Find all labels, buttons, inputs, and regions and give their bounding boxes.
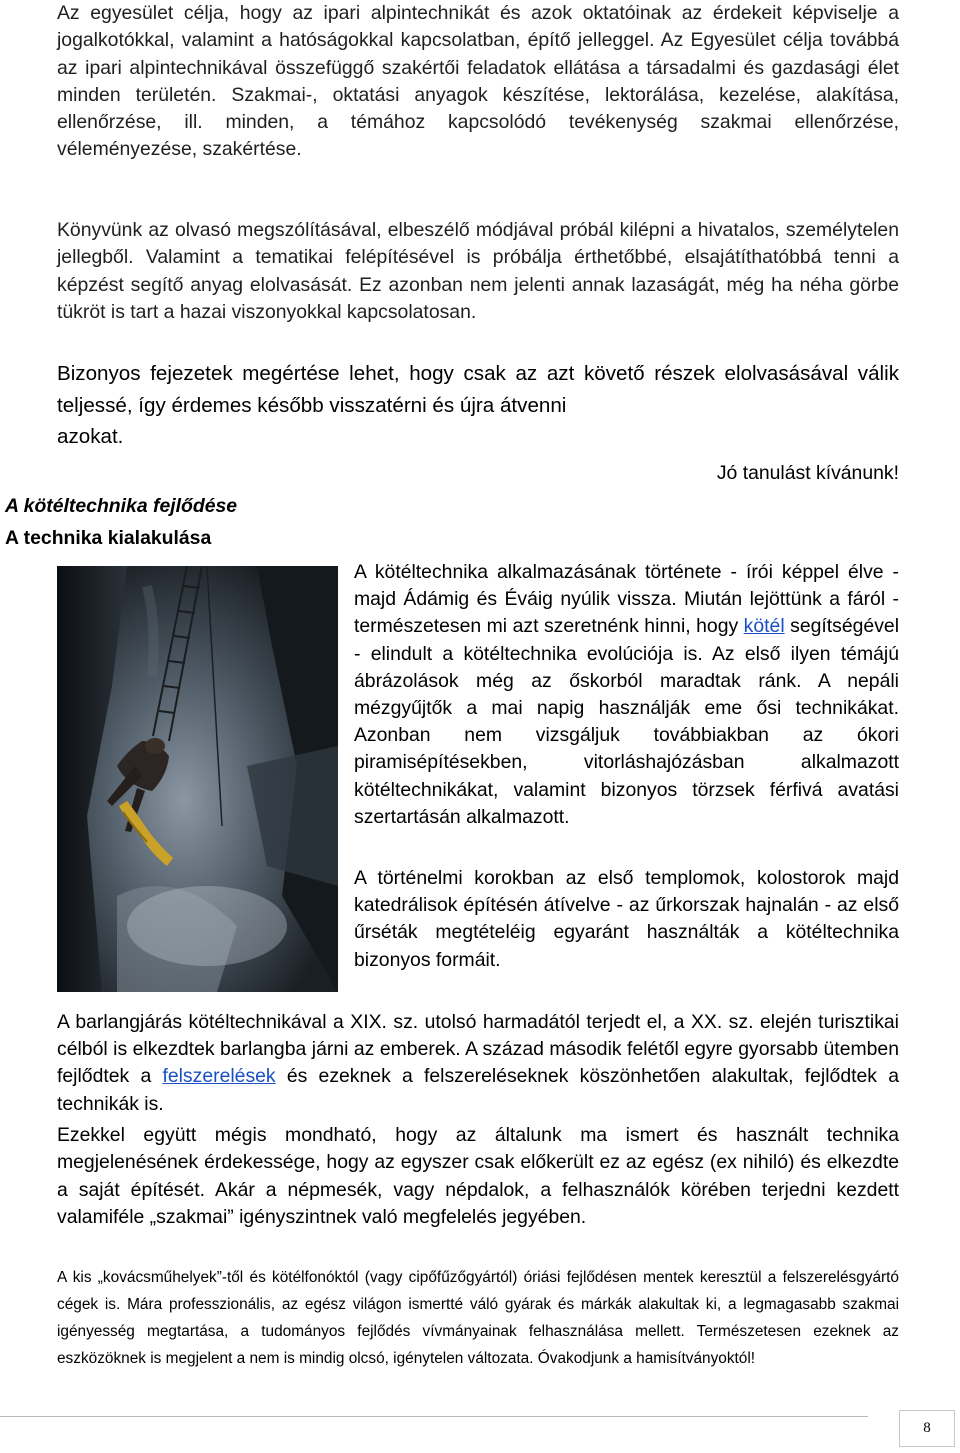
history-paragraph-5: A kis „kovácsműhelyek”-től és kötélfonóktól (vagy cipőfűzőgyártól) óriási fejlődésen mentek keresztül a felszerelésgyártó cégek is. Mára professzionális, az egész világon ismertté váló gyárak és márkák alakultak ki, a legmagasabb szakmai igényesség megtartása, a tudományos fejlődés vívmányainak felhasználása mellett. Természetesen ezeknek az eszközöknek is megjelent a nem is mindig olcsó, igénytelen változata. Óvakodjunk a hamisítványoktól! [57,1269,899,1367]
subsection-heading: A technika kialakulása [5,527,212,549]
page-number: 8 [899,1410,955,1447]
history-paragraph-3-end: és ezeknek a felszereléseknek köszönhetően alakultak, fejlődtek a technikák is. [57,1065,899,1115]
equipment-link[interactable]: felszerelések [162,1065,276,1088]
history-paragraph-4: Ezekkel együtt mégis mondható, hogy az általunk ma ismert és használt technika megjelenésének érdekessége, hogy az egyszer csak előkerült ez az egész (ex nihiló) és elkezdte a saját építését. Akár a népmesék, vagy népdalok, a felhasználók körében terjedni kezdett valamiféle „szakmai” igényszintnek való megfelelés jegyében. [57,1124,899,1228]
history-paragraph-1-end: segítségével - elindult a kötéltechnika evolúciója is. Az első ilyen témájú ábrázolások még az őskorból maradtak ránk. A nepáli mézgyűjtők a mai napig használják eme ősi technikákat. Azonban nem vizsgáljuk továbbiakban az ókori piramisépítésekben, vitorláshajózásban alkalmazott kötéltechnikákat, valamint bizonyos törzsek férfivá avatási szertartásán alkalmazott. [354,615,899,828]
closing-wish: Jó tanulást kívánunk! [716,462,899,484]
footer-divider [0,1416,868,1417]
book-paragraph-2-end: azokat. [57,425,124,448]
history-paragraph-3-start: A barlangjárás kötéltechnikával a XIX. sz. utolsó harmadától terjedt el, a XX. sz. elején turisztikai célból is elkezdtek barlangba járni az emberek. A század második felétől egyre gyorsabb ütemben fejlődtek a [57,1011,899,1088]
book-paragraph-1: Könyvünk az olvasó megszólításával, elbeszélő módjával próbál kilépni a hivatalos, személytelen jellegből. Valamint a tematikai felépítésével is próbálja érthetőbbé, elsajátíthatóbbá tenni a képzést segítő anyag elolvasását. Ez azonban nem jelenti annak lazaságát, még ha néha görbe tükröt is tart a hazai viszonyokkal kapcsolatosan. [57,219,899,323]
history-paragraph-1-start: A kötéltechnika alkalmazásának története - írói képpel élve - majd Ádámig és Éváig nyúlik vissza. Miután lejöttünk a fáról - természetesen mi azt szeretnénk hinni, hogy [354,561,899,638]
section-heading: A kötéltechnika fejlődése [5,495,238,517]
cave-photo [57,566,338,992]
cave-photo-image [57,566,338,992]
history-paragraph-2: A történelmi korokban az első templomok, kolostorok majd katedrálisok építésén átívelve - az űrkorszak hajnalán - az első űrséták megtételéig egyaránt használták a kötéltechnika bizonyos formáit. [354,867,899,971]
history-paragraph-1 [354,559,899,831]
intro-paragraph: Az egyesület célja, hogy az ipari alpintechnikát és azok oktatóinak az érdekeit képviselje a jogalkotókkal, valamint a hatóságokkal kapcsolatban, építő jelleggel. Az Egyesület célja továbbá az ipari alpintechnikával összefüggő szakértői feladatok ellátása a társadalmi és gazdasági élet minden területén. Szakmai-, oktatási anyagok készítése, lektorálása, kezelése, alakítása, ellenőrzése, ill. minden, a témához kapcsolódó tevékenység szakmai ellenőrzése, véleményezése, szakértése. [57,2,899,161]
book-paragraph-2 [57,358,899,453]
book-paragraph-2-main: Bizonyos fejezetek megértése lehet, hogy csak az azt követő részek elolvasásával válik teljessé, így érdemes később visszatérni és újra átvenni [57,362,899,417]
history-paragraph-3 [57,1009,899,1118]
rope-link[interactable]: kötél [743,615,785,638]
